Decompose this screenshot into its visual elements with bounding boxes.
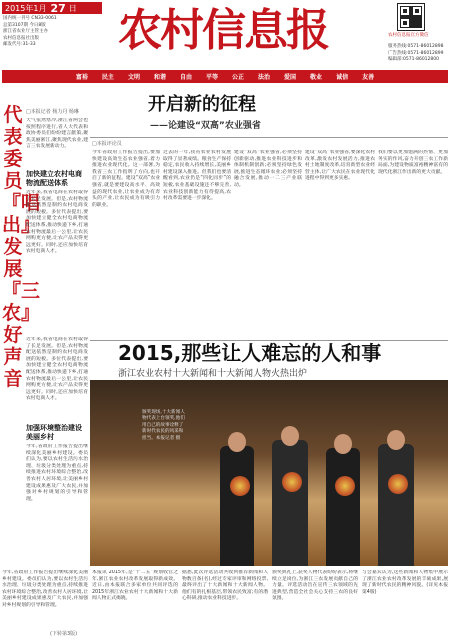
lead-byline: □本报评论员 [92,141,122,147]
issue-line: 农村信息报社出版 [3,35,39,41]
person-figure [220,446,254,566]
lead-story-subtitle: ——论建设“双高”农业强省 [150,121,261,131]
feature-title[interactable]: 2015,那些让人难忘的人和事 [118,341,382,365]
banner-word: 平等 [205,74,218,81]
banner-word: 法治 [258,74,271,81]
wechat-label: 农村信息报官方微信 [388,33,429,38]
divider [90,137,448,138]
bouquet-icon [388,474,408,494]
contact-line: 服务热线:0571-86012898 [388,44,444,49]
lead-column: 我们要以更加饱满的热情、更加务实的作风,奋力开创三农工作新局面,为建设物质富裕精神富有的现代化浙江作出新的更大贡献。 [378,150,448,175]
newspaper-title: 农村信息报 [118,5,328,56]
issue-day: 27 [50,1,66,15]
issue-weekday: 日 [68,3,77,13]
left-section1-text-cont: 近年来,我省电商在农村取得了长足发展。但是,农村物流配送依然是制约农村电商发展的短板。多位代表提出,要加快建立健全农村电商物流配送体系,推动快递下乡,打通农村物流最后一公里,让农民网购更方便,让农产品卖得更远更好。同时,还应加快培育农村电商人才。 [26,337,88,402]
award-ceremony-photo [90,380,448,566]
feature-column: 颁奖典礼上,获奖人物代表纷纷表示,将继续立足岗位,为浙江三农发展贡献自己的力量。评选活动旨在宣传三农领域的先进典型,营造全社会关心支持三农的良好氛围。 [272,570,358,602]
banner-word: 友善 [362,74,375,81]
person-head [281,426,299,446]
date-strip [2,2,102,14]
banner-word: 和谐 [153,74,166,81]
feature-column: 与会嘉宾认为,这些新闻和人物集中展示了浙江农业农村改革发展的丰硕成果,展现了新时代农民的精神风貌。(详见本报第4版) [362,570,448,595]
issue-line: 浙江省农业厅主管主办 [3,29,48,34]
banner-word: 自由 [179,74,192,81]
bouquet-icon [335,476,355,496]
feature-column: 据悉,此次评选活动共收到推荐新闻和人物数百条(名),经过专家评审和网络投票,最终评出了十大新闻和十大新闻人物。他们有的扎根基层,带领农民致富;有的潜心科研,推动农业科技进步。 [182,570,268,602]
left-section2-text-cont: 今年,省政府工作报告提出继续深化美丽乡村建设。委员们认为,要以农村生活污水治理、垃圾分类处理为重点,持续推进农村环境综合整治,改善农村人居环境,让美丽乡村建设成果惠及广大农民,并加强对乡村规划的引导和管理。 [2,570,88,608]
issue-line: 邮发代号:31-33 [3,42,36,47]
left-intro: 天气依然寒冷,浙江省两会也按照程序进行,省人大代表和政协委员们纷纷建言献策,聚焦美丽浙江,聚焦现代农业,建言三农发展新动力。 [26,118,88,150]
values-banner [2,70,448,83]
photo-caption: 颁奖现场,十大新闻人物代表上台领奖,他们用自己的故事诠释了新时代农民的风采和担当。本报记者 摄 [142,410,185,441]
banner-word: 民主 [101,74,114,81]
banner-word: 公正 [232,74,245,81]
bouquet-icon [282,472,302,492]
left-section2-text: 今年,省政府工作报告提出继续深化美丽乡村建设。委员们认为,要以农村生活污水治理、垃圾分类处理为重点,持续推进农村环境综合整治,改善农村人居环境,让美丽乡村建设成果惠及广大农民,并加强对乡村规划的引导和管理。 [26,444,88,502]
lead-column: 建设“双高”农业强省,要深化农村改革,激发农村发展活力,推进农村土地制度改革,培育新型农业经营主体,让广大农民在农业现代化进程中得到更多实惠。 [305,150,375,182]
lead-story-title[interactable]: 开启新的征程 [148,94,256,115]
qr-code-icon[interactable] [398,4,424,30]
banner-word: 诚信 [336,74,349,81]
person-head [334,434,352,454]
vertical-headline: 代表委员『唱出』发展『三农』好声音 [2,104,41,390]
person-head [387,430,405,450]
person-figure [272,440,308,566]
banner-word: 文明 [127,74,140,81]
issue-info [3,16,103,49]
left-section1-text: 近年来,我省电商在农村取得了长足发展。但是,农村物流配送依然是制约农村电商发展的短板。多位代表提出,要加快建立健全农村电商物流配送体系,推动快递下乡,打通农村物流最后一公里,让农民网购更方便,让农产品卖得更远更好。同时,还应加快培育农村电商人才。 [26,190,88,255]
contact-line: 编辑部:0571-86012800 [388,57,439,62]
issue-line: 总第3107期 今日8版 [3,22,46,28]
person-head [228,432,246,452]
person-figure [326,448,360,566]
contact-line: 广告热线:0571-86012899 [388,50,444,56]
lead-column: 过去的一年,我省农业农村发展取得了显著成绩。粮食生产保持稳定,农民收入持续增长,美丽乡村建设深入推进。但我们也要清醒看到,农业仍是“四化同步”的短板,农业基础设施还不够完善,农业科技创新能力有待提高,农村改革需要进一步深化。 [163,150,231,202]
issue-line: 国内统一刊号 CN33-0061 [3,16,57,21]
banner-word: 爱国 [284,74,297,81]
bouquet-icon [230,476,250,496]
left-section1-head: 加快建立农村电商物流配送体系 [26,170,82,187]
lead-column: 今年省政府工作报告提出,要加快建设高效生态农业强省,着力推进农业现代化。这一部署,为我省三农工作指明了方向,也开启了新的征程。建设“双高”农业强省,就是要建设高水平、高效益的现代农业,让农业成为有奔头的产业,让农民成为有吸引力的职业。 [92,150,160,208]
left-byline: □本报记者 杨力丹 杨琳 [26,109,79,115]
contact-info [388,44,448,64]
person-figure [378,444,414,566]
banner-word: 敬业 [310,74,323,81]
left-section2-head: 加强环境整治建设美丽乡村 [26,424,82,441]
banner-word: 富裕 [75,74,88,81]
lead-column: 建设“双高”农业强省,必须坚持创新驱动,推进农业科技进步和体制机制创新;必须坚持绿色发展,推进生态循环农业;必须坚持融合发展,推动一二三产业联动。 [234,150,302,188]
feature-column: 本报讯 2015年,是“十二五”规划收官之年,浙江农业农村改革发展取得新成效。近日,由本报联合多家单位共同评选的2015年浙江农业农村十大新闻和十大新闻人物正式揭晓。 [92,570,178,602]
feature-subtitle: 浙江农业农村十大新闻和十大新闻人物火热出炉 [118,369,308,379]
issue-date: 2015年1月 [5,3,47,13]
continued-note: (下转第3版) [50,631,78,637]
